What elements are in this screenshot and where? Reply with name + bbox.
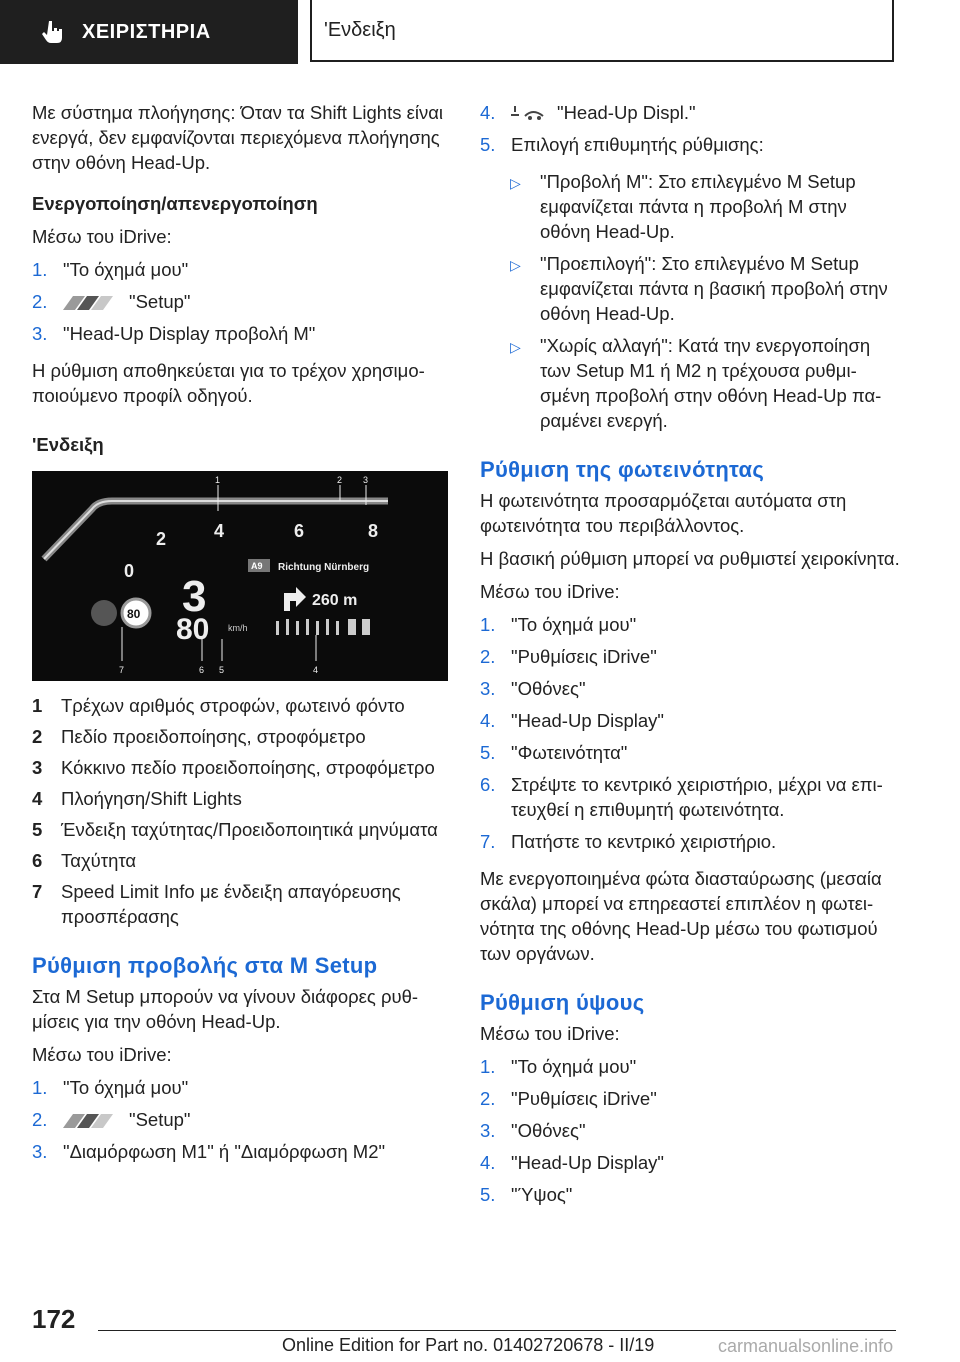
option-item: ▷ "Προβολή M": Στο επιλεγμένο M Setup εμφανίζεται πάντα η προβολή M στην οθόνη Head-Up.	[510, 171, 856, 242]
footer-divider	[98, 1330, 896, 1331]
height-heading: Ρύθμιση ύψους	[480, 990, 645, 1015]
m-stripes-icon	[63, 1114, 115, 1128]
msetup-heading: Ρύθμιση προβολής στα M Setup	[32, 953, 378, 978]
watermark: carmanualsonline.info	[718, 1336, 894, 1356]
svg-text:A9: A9	[251, 561, 263, 571]
legend-item: 7 Speed Limit Info με ένδειξη απαγόρευσης προσπέρασης	[32, 881, 401, 927]
callout-1: 1	[215, 475, 221, 485]
via-idrive-text: Μέσω του iDrive:	[32, 226, 172, 247]
brightness-heading: Ρύθμιση της φωτεινότητας	[480, 457, 765, 482]
hud-illustration	[32, 471, 448, 681]
list-item: 4. "Head-Up Display"	[480, 1152, 664, 1173]
list-item: 3. "Head-Up Display προβολή M"	[32, 323, 316, 344]
edition-text: Online Edition for Part no. 01402720678 - II/19	[282, 1335, 655, 1355]
section-title: ΧΕΙΡΙΣΤΗΡΙΑ	[82, 20, 211, 43]
via-idrive-text: Μέσω του iDrive:	[480, 581, 620, 602]
head-up-display-icon	[511, 106, 547, 122]
brightness-paragraph-1: Η φωτεινότητα προσαρμόζεται αυτόματα στη φωτεινότητα του περιβάλλοντος.	[480, 490, 847, 536]
list-item: 5. Επιλογή επιθυμητής ρύθμισης:	[480, 134, 764, 155]
legend-item: 6 Ταχύτητα	[32, 850, 137, 871]
via-idrive-text: Μέσω του iDrive:	[32, 1044, 172, 1065]
msetup-paragraph: Στα M Setup μπορούν να γίνουν διάφορες ρυθμίσεις για την οθόνη Head-Up.	[32, 986, 419, 1032]
rpm-label: 0	[124, 561, 135, 581]
list-item: 2. "Setup"	[32, 291, 191, 312]
callout-2: 2	[337, 475, 343, 485]
m-stripes-icon	[63, 296, 115, 310]
callout-3: 3	[363, 475, 369, 485]
gear-indicator: 3	[182, 572, 207, 621]
list-item: 1. "Το όχημά μου"	[480, 614, 637, 635]
brightness-steps	[480, 612, 900, 854]
distance-text: 260 m	[312, 592, 358, 609]
list-item: 3. "Οθόνες"	[480, 1120, 586, 1141]
list-item: 2. "Setup"	[32, 1109, 191, 1130]
callout-5: 5	[219, 665, 225, 675]
direction-text: Richtung Nürnberg	[278, 562, 370, 573]
legend-item: 5 Ένδειξη ταχύτητας/Προειδοποιητικά μηνύματα	[32, 819, 438, 840]
msetup-steps-cont	[480, 100, 900, 157]
display-heading: 'Ενδειξη	[32, 434, 104, 455]
no-overtaking-icon	[91, 600, 117, 626]
intro-paragraph: Με σύστημα πλοήγησης: Όταν τα Shift Lights είναι ενεργά, δεν εμφανίζονται περιεχόμενα πλοήγησης στην οθόνη Head-Up.	[32, 102, 444, 173]
left-column	[32, 100, 452, 1176]
option-item: ▷ "Χωρίς αλλαγή": Κατά την ενεργοποίηση των Setup M1 ή M2 η τρέχουσα ρυθμισμένη προβολή στην οθόνη Head-Up παραμένει ενεργή.	[510, 335, 882, 431]
rpm-label: 2	[156, 529, 167, 549]
speed-unit: km/h	[228, 623, 248, 633]
via-idrive-text: Μέσω του iDrive:	[480, 1023, 620, 1044]
hud-legend	[32, 693, 452, 929]
callout-7: 7	[119, 665, 125, 675]
legend-item: 4 Πλοήγηση/Shift Lights	[32, 788, 242, 809]
speed-limit-value: 80	[127, 607, 141, 621]
brightness-paragraph-2: Η βασική ρύθμιση μπορεί να ρυθμιστεί χειροκίνητα.	[480, 548, 900, 569]
list-item: 5. "Φωτεινότητα"	[480, 742, 628, 763]
legend-item: 3 Κόκκινο πεδίο προειδοποίησης, στροφόμετρο	[32, 757, 435, 778]
activation-steps	[32, 257, 452, 346]
list-item: 3. "Οθόνες"	[480, 678, 586, 699]
rpm-label: 8	[368, 521, 379, 541]
list-item: 4. "Head-Up Display"	[480, 710, 664, 731]
rpm-label: 6	[294, 521, 305, 541]
saved-note: Η ρύθμιση αποθηκεύεται για το τρέχον χρησιμοποιούμενο προφίλ οδηγού.	[32, 360, 425, 406]
triangle-bullet-icon: ▷	[510, 175, 521, 191]
list-item: 1. "Το όχημά μου"	[480, 1056, 637, 1077]
triangle-bullet-icon: ▷	[510, 257, 521, 273]
height-steps	[480, 1054, 900, 1207]
list-item: 6. Στρέψτε το κεντρικό χειριστήριο, μέχρι να επιτευχθεί η επιθυμητή φωτεινότητα.	[480, 774, 883, 820]
callout-6: 6	[199, 665, 205, 675]
list-item: 5. "Ύψος"	[480, 1184, 573, 1205]
list-item: 7. Πατήστε το κεντρικό χειριστήριο.	[480, 831, 777, 852]
list-item: 3. "Διαμόρφωση M1" ή "Διαμόρφωση M2"	[32, 1141, 386, 1162]
legend-item: 1 Τρέχων αριθμός στροφών, φωτεινό φόντο	[32, 695, 405, 716]
list-item: 2. "Ρυθμίσεις iDrive"	[480, 646, 657, 667]
chapter-tab	[310, 0, 894, 62]
rpm-label: 4	[214, 521, 225, 541]
callout-4: 4	[313, 665, 319, 675]
list-item: 1. "Το όχημά μου"	[32, 1077, 189, 1098]
hand-pointer-icon	[40, 19, 66, 45]
activation-heading: Ενεργοποίηση/απενεργοποίηση	[32, 193, 318, 214]
page-number: 172	[32, 1304, 76, 1334]
section-tab	[0, 0, 298, 64]
speed-value: 80	[176, 613, 210, 646]
option-item: ▷ "Προεπιλογή": Στο επιλεγμένο M Setup εμφανίζεται πάντα η βασική προβολή στην οθόνη Head-Up.	[510, 253, 888, 324]
brightness-note: Με ενεργοποιημένα φώτα διασταύρωσης (μεσαία σκάλα) μπορεί να επηρεαστεί επιπλέον η φωτεινότητα της οθόνης Head-Up μέσω του φωτισμού των οργάνων.	[480, 868, 882, 964]
right-column	[480, 100, 900, 1219]
legend-item: 2 Πεδίο προειδοποίησης, στροφόμετρο	[32, 726, 366, 747]
display-options	[510, 169, 900, 433]
list-item: 2. "Ρυθμίσεις iDrive"	[480, 1088, 657, 1109]
chapter-title: 'Ενδειξη	[324, 18, 396, 41]
list-item: 4. "Head-Up Displ."	[480, 102, 696, 123]
msetup-steps	[32, 1075, 452, 1164]
list-item: 1. "Το όχημά μου"	[32, 259, 189, 280]
triangle-bullet-icon: ▷	[510, 339, 521, 355]
